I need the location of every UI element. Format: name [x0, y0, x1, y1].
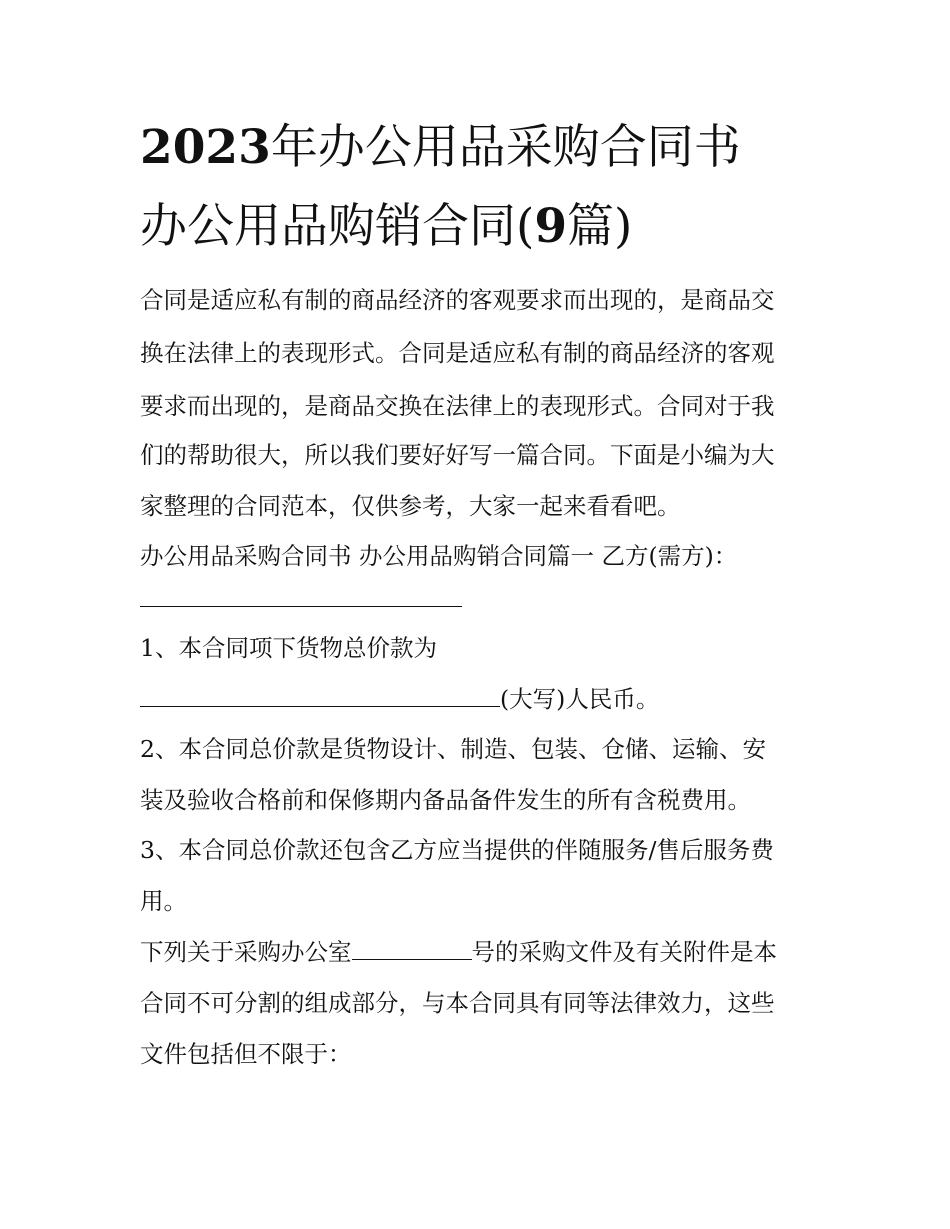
documents-suffix: 号的采购文件及有关附件是本	[471, 938, 777, 966]
intro-line: 要求而出现的，是商品交换在法律上的表现形式。合同对于我	[140, 392, 775, 420]
document-title-line-2	[140, 197, 840, 257]
intro-line: 家整理的合同范本，仅供参考，大家一起来看看吧。	[140, 492, 681, 520]
documents-prefix: 下列关于采购办公室	[140, 938, 352, 966]
clause-2-line: 装及验收合格前和保修期内备品备件发生的所有含税费用。	[140, 786, 751, 814]
section-heading: 办公用品采购合同书 办公用品购销合同篇一 乙方(需方)：	[140, 542, 738, 570]
clause-3-line: 用。	[140, 887, 187, 915]
title-line-1-text: 年办公用品采购合同书	[270, 120, 741, 175]
title-line-2-text-a: 办公用品购销合同(	[140, 199, 535, 254]
title-count: 9	[534, 199, 568, 254]
title-year: 2023	[140, 120, 271, 175]
party-b-blank-line	[140, 606, 462, 607]
amount-blank	[140, 684, 500, 707]
clause-1-line-1: 1、本合同项下货物总价款为	[140, 634, 437, 662]
clause-3-line: 3、本合同总价款还包含乙方应当提供的伴随服务/售后服务费	[140, 836, 774, 864]
clause-2-line: 2、本合同总价款是货物设计、制造、包装、仓储、运输、安	[140, 735, 766, 763]
clause-1-suffix: (大写)人民币。	[500, 685, 660, 713]
title-line-2-text-b: 篇)	[567, 199, 633, 254]
documents-line-1	[140, 926, 820, 978]
documents-line: 合同不可分割的组成部分，与本合同具有同等法律效力，这些	[140, 989, 775, 1017]
clause-1-line-2	[140, 673, 820, 725]
intro-line: 们的帮助很大，所以我们要好好写一篇合同。下面是小编为大	[140, 441, 775, 469]
intro-line: 换在法律上的表现形式。合同是适应私有制的商品经济的客观	[140, 339, 775, 367]
document-title-line-1	[140, 118, 840, 178]
intro-line: 合同是适应私有制的商品经济的客观要求而出现的，是商品交	[140, 286, 775, 314]
documents-line: 文件包括但不限于：	[140, 1040, 352, 1068]
file-number-blank	[352, 937, 472, 960]
